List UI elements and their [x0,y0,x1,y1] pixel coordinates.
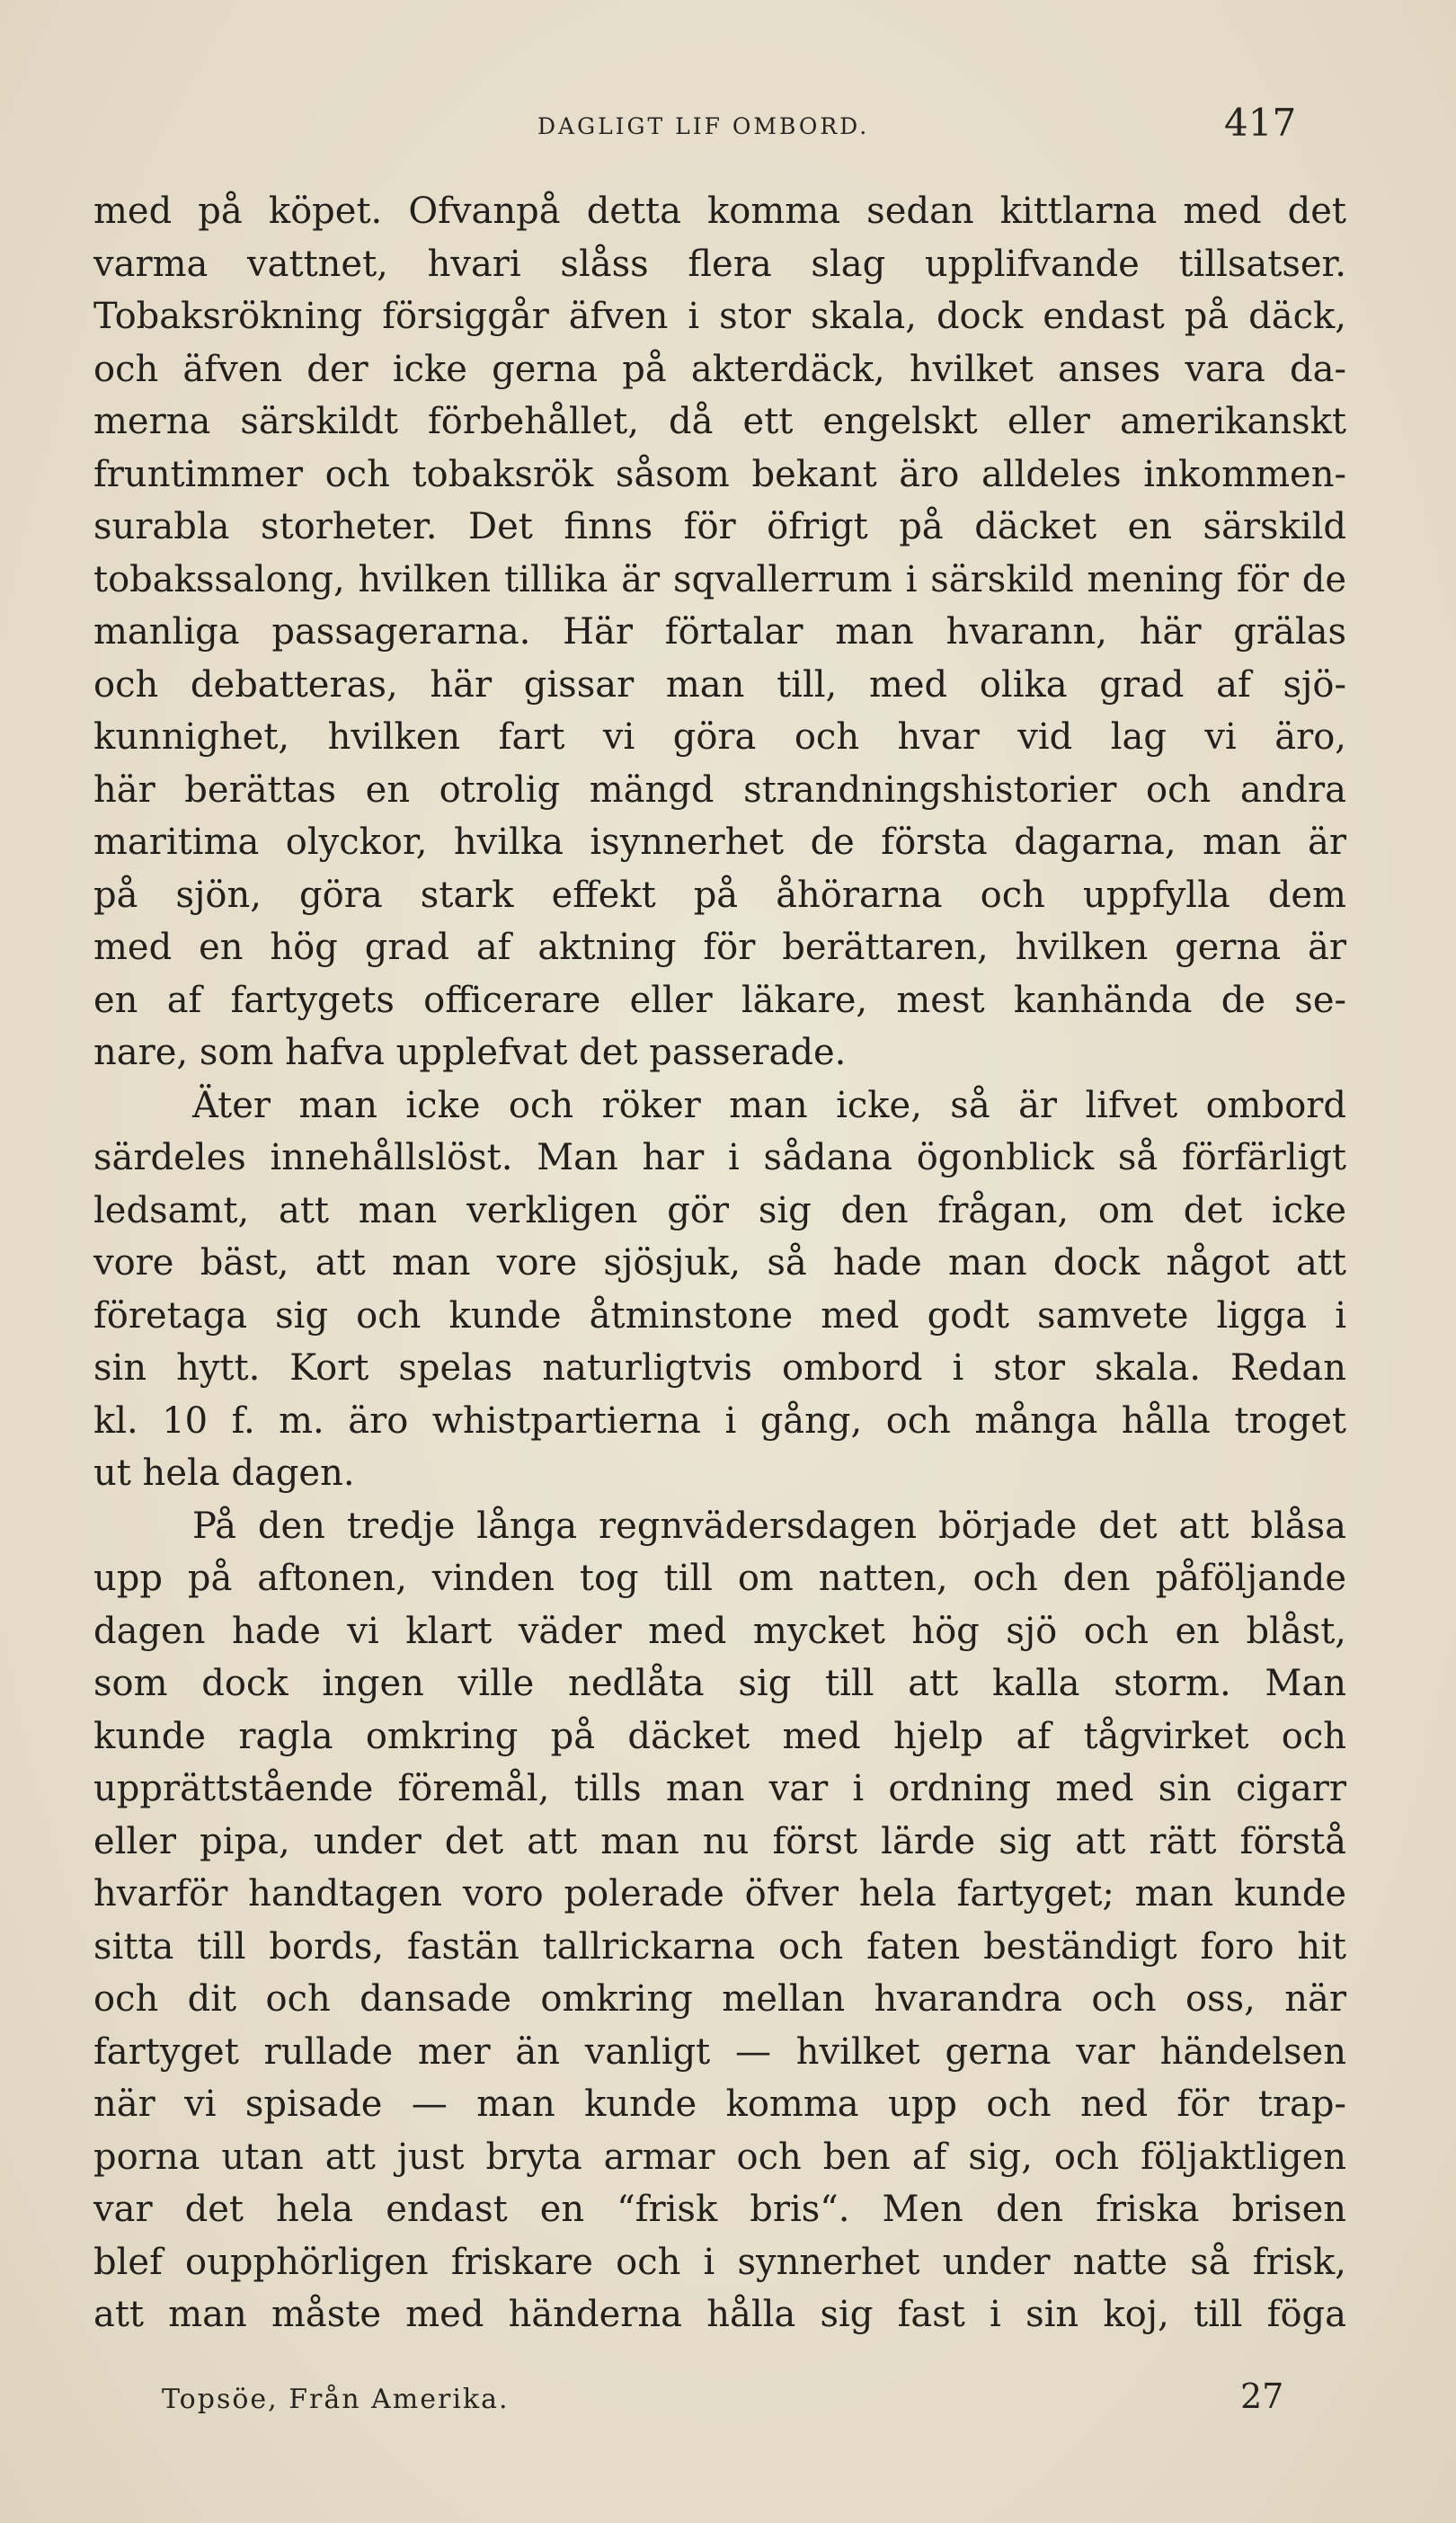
text-line: och äfven der icke gerna på akterdäck, hvilket anses vara da- [93,348,1346,390]
text-line: tobakssalong, hvilken tillika är sqvallerrum i särskild mening för de [93,558,1346,600]
running-title: DAGLIGT LIF OMBORD. [537,113,870,139]
text-line: och debatteras, här gissar man till, med olika grad af sjö- [93,663,1346,706]
text-line: upp på aftonen, vinden tog till om natten, och den påföljande [93,1558,1346,1599]
text-line: ledsamt, att man verkligen gör sig den frågan, om det icke [93,1189,1346,1231]
text-line: kunnighet, hvilken fart vi göra och hvar vid lag vi äro, [93,716,1346,758]
text-line: kl. 10 f. m. äro whistpartierna i gång, och många hålla troget [93,1399,1346,1442]
text-line: eller pipa, under det att man nu först lärde sig att rätt förstå [93,1820,1346,1862]
text-line: fartyget rullade mer än vanligt — hvilket gerna var händelsen [93,2030,1346,2073]
text-line: porna utan att just bryta armar och ben af sig, och följaktligen [93,2136,1346,2178]
text-line: en af fartygets officerare eller läkare, mest kanhända de se- [93,979,1346,1021]
paragraph-start-line: På den tredje långa regnvädersdagen började det att blåsa [192,1505,1346,1547]
text-line: Tobaksrökning försiggår äfven i stor skala, dock endast på däck, [93,296,1346,337]
text-line: som dock ingen ville nedlåta sig till att kalla storm. Man [93,1663,1346,1704]
text-line: företaga sig och kunde åtminstone med godt samvete ligga i [93,1294,1346,1337]
text-line: att man måste med händerna hålla sig fast i sin koj, till föga [93,2294,1346,2335]
text-line: manliga passagerarna. Här förtalar man hvarann, här grälas [93,611,1346,653]
text-line: och dit och dansade omkring mellan hvarandra och oss, när [93,1978,1346,2020]
text-line: särdeles innehållslöst. Man har i sådana ögonblick så förfärligt [93,1137,1346,1178]
text-line: på sjön, göra stark effekt på åhörarna och uppfylla dem [93,874,1346,916]
text-line: när vi spisade — man kunde komma upp och ned för trap- [93,2083,1346,2125]
text-line: surabla storheter. Det finns för öfrigt på däcket en särskild [93,506,1346,547]
page-number: 417 [1224,101,1297,145]
text-line: blef oupphörligen friskare och i synnerhet under natte så frisk, [93,2241,1346,2283]
text-line: merna särskildt förbehållet, då ett engelskt eller amerikanskt [93,401,1346,442]
text-line: var det hela endast en “frisk bris“. Men den friska brisen [93,2189,1346,2230]
text-line: upprättstående föremål, tills man var i ordning med sin cigarr [93,1768,1346,1809]
body-text [93,185,1346,2341]
page-footer [162,2376,1284,2430]
text-line: sin hytt. Kort spelas naturligtvis ombord i stor skala. Redan [93,1347,1346,1389]
text-line: fruntimmer och tobaksrök såsom bekant äro alldeles inkommen- [93,453,1346,495]
text-line: kunde ragla omkring på däcket med hjelp af tågvirket och [93,1715,1346,1757]
page-header [90,101,1348,155]
text-line: ut hela dagen. [93,1453,355,1494]
text-line: med på köpet. Ofvanpå detta komma sedan kittlarna med det [93,191,1346,232]
text-line: nare, som hafva upplefvat det passerade. [93,1032,847,1073]
text-line: varma vattnet, hvari slåss flera slag upplifvande tillsatser. [93,243,1346,285]
text-line: dagen hade vi klart väder med mycket hög sjö och en blåst, [93,1610,1346,1652]
text-line: med en hög grad af aktning för berättaren, hvilken gerna är [93,927,1346,968]
sheet-number: 27 [1240,2376,1284,2416]
paragraph-start-line: Äter man icke och röker man icke, så är lifvet ombord [192,1084,1346,1126]
signature-mark: Topsöe, Från Amerika. [162,2384,510,2415]
text-line: sitta till bords, fastän tallrickarna och faten beständigt foro hit [93,1925,1346,1968]
text-line: här berättas en otrolig mängd strandningshistorier och andra [93,768,1346,811]
text-line: vore bäst, att man vore sjösjuk, så hade man dock något att [93,1242,1346,1284]
text-line: hvarför handtagen voro polerade öfver hela fartyget; man kunde [93,1873,1346,1914]
text-line: maritima olyckor, hvilka isynnerhet de första dagarna, man är [93,822,1346,863]
